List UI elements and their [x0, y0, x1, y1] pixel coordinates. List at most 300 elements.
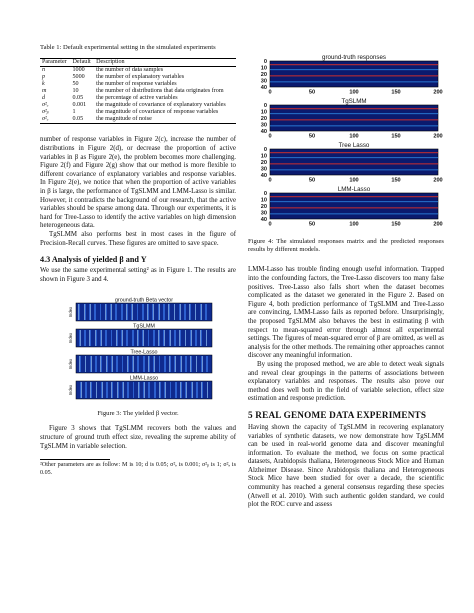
figure-4-caption: Figure 4: The simulated responses matrix and the predicted responses results by different models.: [248, 237, 444, 253]
heatmap-x-tick-label: 0: [268, 89, 272, 96]
heatmap-band: [270, 213, 438, 214]
panel-title: LMM-Lasso: [337, 186, 371, 193]
heatmap-y-tick-label: 0: [263, 59, 267, 65]
beta-stripe: [89, 330, 90, 346]
beta-stripe: [123, 382, 124, 398]
heatmap-x-tick-label: 0: [268, 133, 272, 140]
heatmap-x-tick-label: 100: [349, 221, 359, 228]
beta-stripe: [155, 382, 156, 398]
heatmap-x-tick-label: 50: [308, 221, 316, 228]
beta-stripe: [185, 356, 186, 372]
beta-stripe: [121, 304, 122, 320]
panel-y-label: Index: [68, 333, 73, 344]
beta-stripe: [117, 330, 118, 346]
table-cell-default: 50: [72, 81, 79, 88]
beta-stripe: [207, 356, 208, 372]
beta-stripe: [180, 356, 181, 372]
table-header-cell: Description: [96, 59, 125, 66]
beta-stripe: [95, 356, 96, 372]
beta-stripe: [112, 382, 113, 398]
table-header-row: [40, 59, 236, 67]
beta-stripe: [84, 304, 85, 320]
beta-stripe: [128, 382, 129, 398]
footnote-2: ²Other parameters are as follow: M is 10; d is 0.05; σ²ₑ is 0.001; σ²ᵦ is 1; σ²ₑ is 0.05.: [40, 462, 236, 476]
beta-stripe: [197, 382, 198, 398]
beta-stripe: [96, 382, 97, 398]
left-paragraph-4: Figure 3 shows that TgSLMM recovers both the values and structure of ground truth effect size, revealing the supreme ability of TgSLMM in variable selection.: [40, 425, 236, 450]
beta-stripe: [122, 382, 123, 398]
beta-stripe: [117, 356, 118, 372]
heatmap-band: [270, 196, 438, 197]
left-column: [40, 44, 236, 477]
beta-stripe: [170, 382, 171, 398]
beta-stripe: [163, 304, 164, 320]
beta-stripe: [201, 356, 202, 372]
beta-stripe: [201, 330, 202, 346]
beta-stripe: [90, 356, 91, 372]
panel-title: ground-truth responses: [322, 54, 386, 61]
beta-stripe: [138, 382, 139, 398]
beta-stripe: [170, 330, 171, 346]
panel-title: Tree Lasso: [338, 142, 370, 149]
beta-stripe: [101, 382, 102, 398]
beta-stripe: [111, 356, 112, 372]
left-paragraph-3: We use the same experimental setting² as in Figure 1. The results are shown in Figure 3 and 4.: [40, 267, 236, 283]
beta-stripe: [117, 382, 118, 398]
beta-stripe: [143, 382, 144, 398]
beta-stripe: [184, 304, 185, 320]
beta-stripe: [153, 304, 154, 320]
panel-title: Tree-Lasso: [130, 349, 158, 356]
beta-stripe: [148, 330, 149, 346]
heatmap-y-tick-label: 10: [260, 153, 267, 160]
beta-stripe: [196, 356, 197, 372]
beta-stripe: [179, 330, 180, 346]
beta-stripe: [200, 304, 201, 320]
heatmap-x-tick-label: 0: [268, 177, 272, 184]
beta-stripe: [149, 382, 150, 398]
beta-stripe: [181, 356, 182, 372]
beta-stripe: [202, 382, 203, 398]
heatmap-band: [270, 113, 438, 114]
beta-stripe: [94, 304, 95, 320]
beta-stripe: [206, 330, 207, 346]
beta-stripe: [201, 382, 202, 398]
table-cell-default: 0.05: [72, 116, 84, 123]
beta-stripe: [133, 356, 134, 372]
beta-stripe: [160, 382, 161, 398]
beta-stripe: [122, 304, 123, 320]
heatmap-y-tick-label: 20: [260, 72, 267, 78]
heatmap-x-tick-label: 150: [391, 89, 401, 96]
heatmap-x-tick-label: 100: [349, 133, 359, 140]
beta-stripe: [100, 356, 101, 372]
beta-stripe: [159, 330, 160, 346]
beta-stripe: [80, 382, 81, 398]
beta-stripe: [185, 330, 186, 346]
beta-stripe: [148, 382, 149, 398]
table-cell-param: p: [42, 74, 46, 81]
table-cell-desc: the number of explanatory variables: [96, 74, 185, 81]
section-heading-5: 5 REAL GENOME DATA EXPERIMENTS: [248, 409, 427, 420]
beta-stripe: [148, 356, 149, 372]
beta-stripe: [132, 304, 133, 320]
beta-stripe: [205, 304, 206, 320]
beta-stripe: [116, 330, 117, 346]
beta-stripe: [80, 330, 81, 346]
heatmap-y-tick-label: 10: [260, 109, 267, 116]
beta-stripe: [174, 356, 175, 372]
settings-table: [40, 58, 236, 124]
heatmap-y-tick-label: 30: [260, 122, 267, 129]
beta-stripe: [153, 356, 154, 372]
beta-stripe: [142, 304, 143, 320]
heatmap-y-tick-label: 20: [260, 204, 267, 210]
table-cell-param: σ²ₑ: [42, 116, 49, 123]
beta-stripe: [122, 356, 123, 372]
beta-stripe: [106, 382, 107, 398]
beta-stripe: [84, 330, 85, 346]
heatmap-x-tick-label: 100: [349, 89, 359, 96]
table-header-cell: Parameter: [42, 59, 67, 66]
beta-stripe: [180, 382, 181, 398]
beta-stripe: [164, 304, 165, 320]
beta-stripe: [132, 330, 133, 346]
beta-stripe: [110, 304, 111, 320]
heatmap-x-tick-label: 200: [433, 221, 443, 228]
beta-stripe: [100, 304, 101, 320]
beta-stripe: [131, 304, 132, 320]
beta-stripe: [196, 330, 197, 346]
beta-stripe: [116, 356, 117, 372]
table-cell-desc: the number of response variables: [96, 81, 177, 88]
heatmap-y-tick-label: 20: [260, 116, 267, 122]
beta-stripe: [195, 304, 196, 320]
table-row: [40, 116, 236, 124]
heatmap-y-tick-label: 40: [260, 85, 267, 91]
table-cell-desc: the magnitude of noise: [96, 116, 152, 123]
beta-stripe: [169, 304, 170, 320]
beta-stripe: [78, 304, 79, 320]
beta-stripe: [105, 304, 106, 320]
beta-stripe: [164, 356, 165, 372]
beta-stripe: [142, 330, 143, 346]
heatmap-y-tick-label: 10: [260, 65, 267, 72]
beta-stripe: [159, 382, 160, 398]
beta-stripe: [85, 304, 86, 320]
heatmap-band: [270, 69, 438, 70]
heatmap-y-tick-label: 40: [260, 129, 267, 135]
table-caption: Table 1: Default experimental setting in the simulated experiments: [40, 44, 216, 51]
heatmap-band: [270, 119, 438, 120]
table-cell-desc: the number of data samples: [96, 67, 164, 74]
table-cell-default: 5000: [72, 74, 85, 81]
heatmap-y-tick-label: 30: [260, 166, 267, 173]
table-cell-param: d: [42, 95, 46, 102]
beta-stripe: [128, 356, 129, 372]
panel-y-label: Index: [68, 359, 73, 370]
beta-stripe: [90, 330, 91, 346]
beta-stripe: [95, 330, 96, 346]
beta-stripe: [169, 330, 170, 346]
heatmap-x-tick-label: 150: [391, 177, 401, 184]
beta-stripe: [137, 356, 138, 372]
heatmap-band: [270, 75, 438, 76]
beta-stripe: [106, 356, 107, 372]
left-paragraph-2: TgSLMM also performs best in most cases in the figure of Precision-Recall curves. These figures are omitted to save space.: [40, 230, 236, 247]
beta-stripe: [191, 330, 192, 346]
beta-stripe: [81, 382, 82, 398]
beta-stripe: [180, 304, 181, 320]
beta-stripe: [190, 330, 191, 346]
table-cell-default: 0.001: [72, 102, 87, 109]
right-column: [248, 52, 444, 510]
beta-stripe: [174, 330, 175, 346]
beta-stripe: [189, 304, 190, 320]
beta-stripe: [200, 330, 201, 346]
beta-stripe: [115, 304, 116, 320]
beta-stripe: [190, 304, 191, 320]
beta-stripe: [206, 356, 207, 372]
beta-stripe: [168, 304, 169, 320]
beta-stripe: [116, 304, 117, 320]
beta-stripe: [133, 382, 134, 398]
heatmap-y-tick-label: 0: [263, 103, 267, 109]
beta-stripe: [111, 330, 112, 346]
heatmap-y-tick-label: 20: [260, 160, 267, 166]
table-cell-desc: the number of distributions that data originates from: [96, 88, 224, 95]
heatmap-band: [270, 81, 438, 82]
heatmap-y-tick-label: 0: [263, 147, 267, 153]
heatmap-x-tick-label: 200: [433, 177, 443, 184]
beta-stripe: [175, 330, 176, 346]
beta-stripe: [96, 356, 97, 372]
heatmap-y-tick-label: 30: [260, 210, 267, 217]
table-header-cell: Default: [72, 59, 91, 66]
beta-stripe: [175, 356, 176, 372]
beta-stripe: [139, 382, 140, 398]
beta-stripe: [191, 382, 192, 398]
panel-y-label: Index: [68, 385, 73, 396]
heatmap-x-tick-label: 50: [308, 177, 316, 184]
beta-stripe: [165, 382, 166, 398]
beta-stripe: [138, 356, 139, 372]
beta-stripe: [100, 330, 101, 346]
beta-stripe: [149, 356, 150, 372]
beta-stripe: [111, 304, 112, 320]
beta-stripe: [89, 304, 90, 320]
beta-stripe: [111, 382, 112, 398]
beta-stripe: [127, 304, 128, 320]
beta-stripe: [175, 382, 176, 398]
heatmap-band: [270, 152, 438, 153]
table-cell-param: m: [42, 88, 47, 95]
table-cell-desc: the magnitude of covariance of response variables: [96, 109, 219, 116]
heatmap-y-tick-label: 40: [260, 173, 267, 179]
beta-stripe: [195, 330, 196, 346]
beta-stripe: [158, 330, 159, 346]
panel-title: TgSLMM: [341, 98, 367, 105]
beta-stripe: [102, 382, 103, 398]
beta-stripe: [154, 330, 155, 346]
beta-stripe: [91, 356, 92, 372]
beta-stripe: [85, 356, 86, 372]
beta-stripe: [186, 356, 187, 372]
heatmap-band: [270, 163, 438, 164]
beta-stripe: [85, 382, 86, 398]
beta-stripe: [192, 382, 193, 398]
right-paragraph-1: LMM-Lasso has trouble finding enough useful information. Trapped into the confounding factors, the Tree-Lasso discovers too many false positives. Tree-Lasso also falls short when the dataset becomes complicated as the dataset we generated in the Figure 2. Based on Figure 4, both prediction performance of TgSLMM and Tree-Lasso are convincing, LMM-Lasso fails as reported before. Unsurprisingly, the proposed TgSLMM also behaves the best in estimating β with respect to mean-squared error through almost all experimental settings. The figures of mean-squared error of β are omitted, as well as analysis for the other methods. The remaining other approaches cannot discover any meaningful information.: [248, 266, 444, 360]
heatmap-x-tick-label: 200: [433, 89, 443, 96]
beta-stripe: [107, 356, 108, 372]
beta-stripe: [79, 304, 80, 320]
table-cell-param: σ²ₑ: [42, 102, 49, 109]
beta-stripe: [164, 382, 165, 398]
beta-stripe: [144, 356, 145, 372]
beta-stripe: [127, 356, 128, 372]
beta-stripe: [138, 330, 139, 346]
beta-stripe: [90, 304, 91, 320]
beta-heatmap-background: [76, 303, 212, 321]
beta-stripe: [133, 330, 134, 346]
beta-stripe: [180, 330, 181, 346]
beta-stripe: [105, 330, 106, 346]
beta-stripe: [207, 382, 208, 398]
table-cell-default: 0.05: [72, 95, 84, 102]
beta-stripe: [112, 356, 113, 372]
beta-stripe: [165, 356, 166, 372]
beta-stripe: [148, 304, 149, 320]
right-paragraph-2: By using the proposed method, we are able to detect weak signals and reveal clear groupings in the patterns of associations between explanatory variables and responses. The results also prove our method does well both in the field of variable selection, effect size estimation and response prediction.: [248, 360, 444, 403]
heatmap-y-tick-label: 0: [263, 191, 267, 197]
beta-stripe: [126, 304, 127, 320]
beta-stripe: [185, 304, 186, 320]
beta-stripe: [127, 330, 128, 346]
beta-stripe: [122, 330, 123, 346]
beta-stripe: [85, 330, 86, 346]
panel-title: TgSLMM: [133, 323, 155, 330]
table-cell-desc: the percentage of active variables: [96, 95, 178, 102]
beta-stripe: [179, 304, 180, 320]
beta-stripe: [176, 382, 177, 398]
beta-stripe: [121, 330, 122, 346]
beta-stripe: [101, 330, 102, 346]
beta-stripe: [107, 382, 108, 398]
heatmap-band: [270, 157, 438, 158]
beta-stripe: [152, 304, 153, 320]
beta-stripe: [143, 330, 144, 346]
beta-stripe: [196, 382, 197, 398]
beta-stripe: [137, 330, 138, 346]
beta-stripe: [90, 382, 91, 398]
heatmap-x-tick-label: 50: [308, 133, 316, 140]
beta-stripe: [158, 304, 159, 320]
beta-stripe: [143, 356, 144, 372]
beta-stripe: [106, 304, 107, 320]
section-heading-4-3: 4.3 Analysis of yielded β and Y: [40, 255, 147, 265]
heatmap-band: [270, 207, 438, 208]
beta-stripe: [163, 330, 164, 346]
figure-3-caption: Figure 3: The yielded β vector.: [97, 409, 179, 417]
heatmap-x-tick-label: 150: [391, 133, 401, 140]
beta-stripe: [144, 382, 145, 398]
table-cell-default: 1: [72, 109, 76, 116]
heatmap-band: [270, 64, 438, 65]
beta-stripe: [169, 356, 170, 372]
heatmap-band: [270, 169, 438, 170]
beta-stripe: [170, 356, 171, 372]
beta-stripe: [132, 356, 133, 372]
heatmap-x-tick-label: 0: [268, 221, 272, 228]
heatmap-band: [270, 201, 438, 202]
heatmap-band: [270, 125, 438, 126]
heatmap-band: [270, 108, 438, 109]
table-cell-param: n: [42, 67, 46, 74]
table-cell-desc: the magnitude of covariance of explanatory variables: [96, 102, 226, 109]
beta-stripe: [154, 356, 155, 372]
beta-stripe: [159, 356, 160, 372]
beta-stripe: [202, 356, 203, 372]
beta-stripe: [147, 304, 148, 320]
beta-stripe: [79, 330, 80, 346]
beta-stripe: [201, 304, 202, 320]
beta-stripe: [154, 382, 155, 398]
beta-stripe: [190, 356, 191, 372]
beta-stripe: [206, 304, 207, 320]
beta-stripe: [118, 382, 119, 398]
panel-y-label: Index: [68, 307, 73, 318]
heatmap-x-tick-label: 50: [308, 89, 316, 96]
beta-stripe: [86, 382, 87, 398]
table-cell-default: 10: [72, 88, 79, 95]
beta-stripe: [126, 330, 127, 346]
heatmap-x-tick-label: 100: [349, 177, 359, 184]
beta-stripe: [127, 382, 128, 398]
heatmap-x-tick-label: 200: [433, 133, 443, 140]
beta-stripe: [186, 382, 187, 398]
panel-title: LMM-Lasso: [129, 375, 159, 382]
beta-stripe: [185, 382, 186, 398]
footnote-rule: [40, 459, 110, 460]
heatmap-y-tick-label: 30: [260, 78, 267, 85]
heatmap-y-tick-label: 40: [260, 217, 267, 223]
figure-3-beta-vectors: [40, 296, 236, 404]
beta-stripe: [79, 356, 80, 372]
heatmap-y-tick-label: 10: [260, 197, 267, 204]
right-paragraph-3: Having shown the capacity of TgSLMM in recovering explanatory variables of synthetic datasets, we now demonstrate how TgSLMM can be used in real-world genome data and discover meaningful information. To evaluate the method, we focus on some practical datasets, Arabidopsis thaliana, Heterogeneous Stock Mice and Human Alzheimer Disease. Since Arabidopsis thaliana and Heterogeneous Stock Mice have been studied for over a decade, the scientific community has reached a general consensus regarding these species (Atwell et al. 2010). With such authentic golden standard, we could plot the ROC curve and assess: [248, 423, 444, 509]
figure-4-response-matrices: [248, 52, 444, 228]
beta-stripe: [91, 382, 92, 398]
beta-stripe: [101, 356, 102, 372]
beta-stripe: [159, 304, 160, 320]
beta-stripe: [174, 304, 175, 320]
beta-stripe: [96, 330, 97, 346]
table-cell-param: σ²ᵦ: [42, 109, 49, 116]
beta-stripe: [80, 356, 81, 372]
beta-stripe: [137, 304, 138, 320]
left-paragraph-1: number of response variables in Figure 2(c), increase the number of distributions in Figure 2(d), or decrease the proportion of active variables in β as Figure 2(e), the problem becomes more challenging. Figure 2(f) and Figure 2(g) show that our method is more flexible to different covariance of explanatory variables and response variables. In Figure 2(e), we notice that when the proportion of active variables in β is large, the performance of TgSLMM and LMM-Lasso is similar. However, it contradicts the background of our research, that the active variables should be sparse among data. Through our experiments, it is hard for Tree-Lasso to identify the active variables on high dimension heterogeneous data.: [40, 136, 236, 230]
panel-title: ground-truth Beta vector: [114, 297, 174, 304]
beta-stripe: [191, 356, 192, 372]
beta-stripe: [181, 382, 182, 398]
beta-stripe: [106, 330, 107, 346]
table-cell-param: k: [42, 81, 45, 88]
table-cell-default: 1000: [72, 67, 85, 74]
beta-stripe: [143, 304, 144, 320]
beta-stripe: [95, 304, 96, 320]
heatmap-x-tick-label: 150: [391, 221, 401, 228]
beta-stripe: [153, 330, 154, 346]
